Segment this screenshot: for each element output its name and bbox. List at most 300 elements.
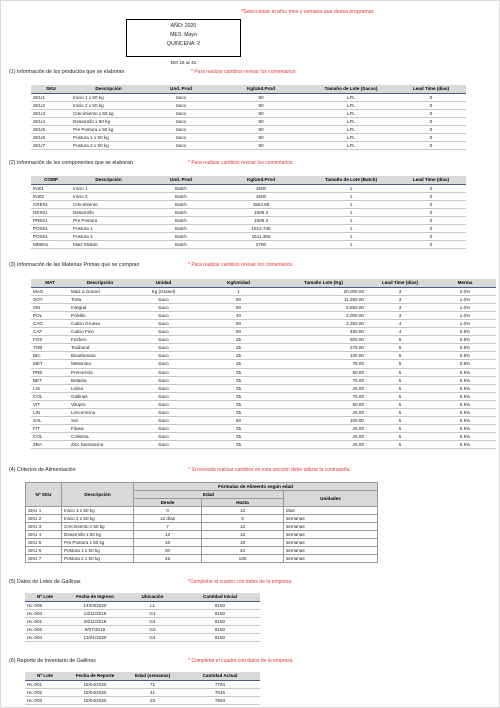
table-cell[interactable]: 20 — [134, 547, 202, 555]
table-cell[interactable]: Saco — [131, 425, 196, 433]
table-cell[interactable]: 25 — [196, 384, 281, 392]
table-cell[interactable]: Saco — [146, 93, 216, 101]
table-cell[interactable]: 4 — [366, 319, 434, 327]
table-cell[interactable]: 8160 — [180, 617, 260, 625]
table-cell[interactable]: 71 — [125, 680, 180, 688]
table-cell[interactable]: Zinc bacitracina — [69, 441, 131, 449]
table-cell[interactable]: 25 — [196, 368, 281, 376]
table-cell[interactable]: Saco — [131, 303, 196, 311]
table-cell[interactable]: 25 — [196, 425, 281, 433]
table-cell[interactable]: Saco — [131, 392, 196, 400]
table-cell[interactable]: 0 — [396, 224, 466, 232]
table-cell[interactable]: SEI — [31, 303, 69, 311]
table-cell[interactable]: LIS — [31, 384, 69, 392]
table-cell[interactable]: Polvillo — [69, 311, 131, 319]
table-cell[interactable]: 1 — [306, 232, 396, 240]
table-cell[interactable]: Batch — [146, 240, 216, 248]
table-cell[interactable]: 25.00 — [281, 409, 366, 417]
table-cell[interactable]: 8160 — [180, 633, 260, 641]
table-cell[interactable]: 6 — [202, 515, 284, 523]
table-cell[interactable]: Crecimiento — [71, 200, 146, 208]
table-cell[interactable]: 50.00 — [281, 400, 366, 408]
table-cell[interactable]: 12 — [202, 507, 284, 515]
table-cell[interactable]: 0 — [396, 192, 466, 200]
table-cell[interactable]: Inicio 1 — [71, 184, 146, 192]
table-cell[interactable]: 0.5% — [434, 352, 496, 360]
table-cell[interactable]: Saco — [131, 376, 196, 384]
table-cell[interactable]: 12 días — [134, 515, 202, 523]
table-cell[interactable]: 0.5% — [434, 328, 496, 336]
table-cell[interactable]: 100 — [202, 555, 284, 563]
table-cell[interactable]: 275.00 — [281, 344, 366, 352]
table-cell[interactable]: Saco — [131, 295, 196, 303]
table-cell[interactable]: Saco — [131, 400, 196, 408]
table-cell[interactable]: FOS — [31, 336, 69, 344]
table-cell[interactable]: PRE01 — [31, 216, 71, 224]
table-cell[interactable]: 1506.3 — [216, 216, 306, 224]
table-cell[interactable]: semanas — [284, 555, 378, 563]
table-cell[interactable]: 3 — [366, 287, 434, 295]
table-cell[interactable]: 50 — [196, 295, 281, 303]
table-cell[interactable]: 7916 — [180, 688, 260, 696]
table-cell[interactable]: 0 — [396, 216, 466, 224]
table-cell[interactable]: 0.5% — [434, 336, 496, 344]
table-cell[interactable]: 25 — [196, 400, 281, 408]
table-cell[interactable]: HL-004 — [25, 633, 65, 641]
table-cell[interactable]: SAL — [31, 417, 69, 425]
table-cell[interactable]: L1 — [125, 601, 180, 609]
table-cell[interactable]: 50.00 — [281, 368, 366, 376]
table-cell[interactable]: 1512.745 — [216, 224, 306, 232]
table-cell[interactable]: SKU 4 — [26, 531, 62, 539]
table-cell[interactable]: 0.5% — [434, 368, 496, 376]
table-cell[interactable]: 0 — [396, 93, 466, 101]
table-cell[interactable]: 1506.3 — [216, 208, 306, 216]
table-cell[interactable]: Pre Postura x 50 kg — [62, 539, 134, 547]
table-cell[interactable]: 50 — [216, 141, 306, 149]
table-cell[interactable]: Inicio 2 x 50 kg — [62, 515, 134, 523]
table-cell[interactable]: 13 — [134, 531, 202, 539]
table-cell[interactable]: HL-001 — [25, 617, 65, 625]
table-cell[interactable]: Saco — [131, 409, 196, 417]
table-cell[interactable]: COL — [31, 392, 69, 400]
table-cell[interactable]: Colistina — [69, 433, 131, 441]
table-cell[interactable]: 2.0% — [434, 287, 496, 295]
table-cell[interactable]: 0.5% — [434, 360, 496, 368]
table-cell[interactable]: 1.0% — [434, 295, 496, 303]
table-cell[interactable]: 75.00 — [281, 392, 366, 400]
table-cell[interactable]: Saco — [146, 101, 216, 109]
table-cell[interactable]: Crecimiento x 50 kg — [71, 109, 146, 117]
table-cell[interactable]: Betaina — [69, 376, 131, 384]
table-cell[interactable]: 1 — [306, 216, 396, 224]
table-cell[interactable]: 8160 — [180, 625, 260, 633]
table-cell[interactable]: 0 — [396, 208, 466, 216]
table-cell[interactable]: 5 — [366, 441, 434, 449]
table-cell[interactable]: 5 — [366, 376, 434, 384]
table-cell[interactable]: 450.00 — [281, 328, 366, 336]
table-cell[interactable]: 0.5% — [434, 400, 496, 408]
table-cell[interactable]: 1511.385 — [216, 232, 306, 240]
table-cell[interactable]: 5 — [366, 417, 434, 425]
table-cell[interactable]: SKU 5 — [26, 539, 62, 547]
table-cell[interactable]: CRE01 — [31, 200, 71, 208]
table-cell[interactable]: Toxibond — [69, 344, 131, 352]
table-cell[interactable]: Fosforo — [69, 336, 131, 344]
table-cell[interactable]: Inicio 1 x 50 kg — [62, 507, 134, 515]
table-cell[interactable]: 3 — [366, 311, 434, 319]
table-cell[interactable]: 7784 — [180, 680, 260, 688]
table-cell[interactable]: Desarrollo x 50 kg — [62, 531, 134, 539]
table-cell[interactable]: VIT — [31, 400, 69, 408]
table-cell[interactable]: BET — [31, 376, 69, 384]
table-cell[interactable]: DES01 — [31, 208, 71, 216]
table-cell[interactable]: LFL — [306, 101, 396, 109]
table-cell[interactable]: 1 — [306, 224, 396, 232]
table-cell[interactable]: FIT — [31, 425, 69, 433]
table-cell[interactable]: 5 — [366, 368, 434, 376]
table-cell[interactable]: HL-001 — [25, 680, 65, 688]
table-cell[interactable]: SKU6 — [31, 133, 71, 141]
table-cell[interactable]: SKU5 — [31, 125, 71, 133]
table-cell[interactable]: POS01 — [31, 224, 71, 232]
table-cell[interactable]: LFL — [306, 141, 396, 149]
fortnight-label[interactable]: QUINCENA: 2 — [166, 41, 201, 47]
table-cell[interactable]: 40 — [196, 311, 281, 319]
table-cell[interactable]: Vitupro — [69, 400, 131, 408]
table-cell[interactable]: 25 — [196, 376, 281, 384]
table-cell[interactable]: 25.00 — [281, 441, 366, 449]
table-cell[interactable]: 5 — [366, 409, 434, 417]
table-cell[interactable]: 13/11/2019 — [65, 609, 125, 617]
table-cell[interactable]: POS01 — [31, 232, 71, 240]
table-cell[interactable]: Inicio 1 x 50 kg — [71, 93, 146, 101]
table-cell[interactable]: 0 — [396, 117, 466, 125]
table-cell[interactable]: 0.5% — [434, 441, 496, 449]
table-cell[interactable]: 0 — [396, 133, 466, 141]
table-cell[interactable]: 1 — [196, 287, 281, 295]
table-cell[interactable]: LFL — [306, 93, 396, 101]
table-cell[interactable]: 25 — [196, 336, 281, 344]
table-cell[interactable]: Saco — [131, 336, 196, 344]
table-cell[interactable]: Bicarbonato — [69, 352, 131, 360]
table-cell[interactable]: 1 — [306, 208, 396, 216]
table-cell[interactable]: 25 — [196, 409, 281, 417]
table-cell[interactable]: 5/07/2019 — [65, 625, 125, 633]
table-cell[interactable]: Batch — [146, 216, 216, 224]
table-cell[interactable]: CAF — [31, 328, 69, 336]
table-cell[interactable]: Postura 1 x 50 kg — [62, 547, 134, 555]
table-cell[interactable]: Maiz Molido — [71, 240, 146, 248]
table-cell[interactable]: 50 — [216, 101, 306, 109]
table-cell[interactable]: semanas — [284, 531, 378, 539]
table-cell[interactable]: 45 — [134, 555, 202, 563]
table-cell[interactable]: 50 — [196, 303, 281, 311]
table-cell[interactable]: 2780 — [216, 240, 306, 248]
table-cell[interactable]: 25.00 — [281, 384, 366, 392]
table-cell[interactable]: SKU 2 — [26, 515, 62, 523]
table-cell[interactable]: HL-002 — [25, 688, 65, 696]
table-cell[interactable]: Calcio Fino — [69, 328, 131, 336]
table-cell[interactable]: 600.00 — [281, 336, 366, 344]
table-cell[interactable]: 5 — [366, 344, 434, 352]
table-cell[interactable]: SKU 7 — [26, 555, 62, 563]
table-cell[interactable]: LFL — [306, 133, 396, 141]
table-cell[interactable]: 5 — [366, 433, 434, 441]
table-cell[interactable]: 75.00 — [281, 360, 366, 368]
table-cell[interactable]: 16 — [134, 539, 202, 547]
table-cell[interactable]: 20,000.00 — [281, 287, 366, 295]
table-cell[interactable]: G4 — [125, 633, 180, 641]
table-cell[interactable]: 4,350.00 — [281, 319, 366, 327]
table-cell[interactable]: PRE — [31, 368, 69, 376]
table-cell[interactable]: Crecimiento x 50 kg — [62, 523, 134, 531]
table-cell[interactable]: MAG — [31, 287, 69, 295]
table-cell[interactable]: 28/11/2018 — [65, 617, 125, 625]
table-cell[interactable]: 5 — [366, 336, 434, 344]
table-cell[interactable]: MET — [31, 360, 69, 368]
table-cell[interactable]: Saco — [146, 141, 216, 149]
table-cell[interactable]: 8160 — [180, 609, 260, 617]
table-cell[interactable]: Batch — [146, 184, 216, 192]
table-cell[interactable]: 11,050.00 — [281, 295, 366, 303]
table-cell[interactable]: 25.00 — [281, 433, 366, 441]
year-label[interactable]: AÑO: 2020 — [170, 23, 197, 29]
table-cell[interactable]: semanas — [284, 539, 378, 547]
table-cell[interactable]: 0.5% — [434, 392, 496, 400]
table-cell[interactable]: 0 — [396, 184, 466, 192]
table-cell[interactable]: 3 — [366, 295, 434, 303]
table-cell[interactable]: 23 — [125, 696, 180, 704]
table-cell[interactable]: SKU2 — [31, 101, 71, 109]
table-cell[interactable]: Saco — [131, 328, 196, 336]
table-cell[interactable]: ZBA — [31, 441, 69, 449]
table-cell[interactable]: 19 — [202, 539, 284, 547]
table-cell[interactable]: Saco — [146, 117, 216, 125]
table-cell[interactable]: 15/04/2020 — [65, 688, 125, 696]
period-selector-box[interactable] — [126, 19, 241, 57]
table-cell[interactable]: 15/04/2020 — [65, 696, 125, 704]
table-cell[interactable]: 15/04/2020 — [65, 680, 125, 688]
table-cell[interactable]: 1 — [306, 240, 396, 248]
table-cell[interactable]: Inicio 2 — [71, 192, 146, 200]
table-cell[interactable]: 1 — [306, 192, 396, 200]
table-cell[interactable]: 0 — [396, 141, 466, 149]
table-cell[interactable]: 1.0% — [434, 303, 496, 311]
table-cell[interactable]: 0.5% — [434, 417, 496, 425]
table-cell[interactable]: Integral — [69, 303, 131, 311]
table-cell[interactable]: Inicio 2 x 50 kg — [71, 101, 146, 109]
table-cell[interactable]: SKU4 — [31, 117, 71, 125]
table-cell[interactable]: HL-002 — [25, 625, 65, 633]
table-cell[interactable]: 5 — [366, 360, 434, 368]
table-cell[interactable]: Premezcla — [69, 368, 131, 376]
table-cell[interactable]: Saco — [131, 352, 196, 360]
table-cell[interactable]: Kg (Granel) — [131, 287, 196, 295]
table-cell[interactable]: 0.5% — [434, 376, 496, 384]
table-cell[interactable]: LFL — [306, 109, 396, 117]
table-cell[interactable]: 0.5% — [434, 384, 496, 392]
table-cell[interactable]: Desarrollo x 50 kg — [71, 117, 146, 125]
table-cell[interactable]: 50 — [216, 125, 306, 133]
table-cell[interactable]: 0 — [396, 200, 466, 208]
table-cell[interactable]: 0 — [134, 507, 202, 515]
table-cell[interactable]: 4 — [366, 328, 434, 336]
table-cell[interactable]: 1 — [306, 184, 396, 192]
table-cell[interactable]: Postura 1 — [71, 224, 146, 232]
table-cell[interactable]: 100.00 — [281, 417, 366, 425]
table-cell[interactable]: 25 — [196, 392, 281, 400]
table-cell[interactable]: 25.00 — [281, 425, 366, 433]
table-cell[interactable]: 5 — [366, 400, 434, 408]
table-cell[interactable]: Saco — [146, 133, 216, 141]
table-cell[interactable]: 8160 — [180, 601, 260, 609]
table-cell[interactable]: 1500 — [216, 184, 306, 192]
table-cell[interactable]: 0 — [396, 109, 466, 117]
table-cell[interactable]: 50 — [196, 417, 281, 425]
table-cell[interactable]: G1 — [125, 609, 180, 617]
table-cell[interactable]: 13/01/2020 — [65, 633, 125, 641]
table-cell[interactable]: HL-005 — [25, 601, 65, 609]
table-cell[interactable]: Fitasa — [69, 425, 131, 433]
table-cell[interactable]: 0.5% — [434, 433, 496, 441]
table-cell[interactable]: 25 — [196, 441, 281, 449]
table-cell[interactable]: 100.00 — [281, 352, 366, 360]
table-cell[interactable]: SKU 6 — [26, 547, 62, 555]
table-cell[interactable]: SKU7 — [31, 141, 71, 149]
table-cell[interactable]: Postura 1 x 50 kg — [71, 133, 146, 141]
table-cell[interactable]: Batch — [146, 232, 216, 240]
table-cell[interactable]: días — [284, 507, 378, 515]
table-cell[interactable]: 1.0% — [434, 311, 496, 319]
table-cell[interactable]: Postura 2 — [71, 232, 146, 240]
table-cell[interactable]: BIC — [31, 352, 69, 360]
table-cell[interactable]: Batch — [146, 224, 216, 232]
table-cell[interactable]: 25 — [196, 360, 281, 368]
table-cell[interactable]: SKU1 — [31, 93, 71, 101]
table-cell[interactable]: 50 — [196, 319, 281, 327]
table-cell[interactable]: G4 — [125, 617, 180, 625]
table-cell[interactable]: semanas — [284, 547, 378, 555]
table-cell[interactable]: SKU 3 — [26, 523, 62, 531]
table-cell[interactable]: LFL — [306, 117, 396, 125]
table-cell[interactable]: Sal — [69, 417, 131, 425]
table-cell[interactable]: 0.5% — [434, 409, 496, 417]
table-cell[interactable]: Torta — [69, 295, 131, 303]
table-cell[interactable]: Saco — [146, 125, 216, 133]
table-cell[interactable]: Saco — [131, 319, 196, 327]
table-cell[interactable]: Calcio Grueso — [69, 319, 131, 327]
table-cell[interactable]: 25 — [196, 433, 281, 441]
table-cell[interactable]: 0 — [396, 232, 466, 240]
table-cell[interactable]: Gallinas — [69, 392, 131, 400]
table-cell[interactable]: 1.0% — [434, 319, 496, 327]
table-cell[interactable]: 50 — [216, 109, 306, 117]
table-cell[interactable]: COL — [31, 433, 69, 441]
table-cell[interactable]: 25 — [196, 352, 281, 360]
table-cell[interactable]: 75.00 — [281, 376, 366, 384]
table-cell[interactable]: 50 — [216, 93, 306, 101]
table-cell[interactable]: Batch — [146, 192, 216, 200]
table-cell[interactable]: 44 — [202, 547, 284, 555]
table-cell[interactable]: 5 — [366, 352, 434, 360]
table-cell[interactable]: HL-003 — [25, 609, 65, 617]
table-cell[interactable]: 41 — [125, 688, 180, 696]
table-cell[interactable]: Pre Postura x 50 kg — [71, 125, 146, 133]
table-cell[interactable]: Metionina — [69, 360, 131, 368]
table-cell[interactable]: Saco — [131, 360, 196, 368]
table-cell[interactable]: INI01 — [31, 184, 71, 192]
table-cell[interactable]: SKU3 — [31, 109, 71, 117]
table-cell[interactable]: Lisina — [69, 384, 131, 392]
table-cell[interactable]: Saco — [131, 368, 196, 376]
table-cell[interactable]: 0 — [396, 240, 466, 248]
table-cell[interactable]: Saco — [146, 109, 216, 117]
table-cell[interactable]: 15 — [202, 531, 284, 539]
table-cell[interactable]: Saco — [131, 433, 196, 441]
table-cell[interactable]: Maiz a Granel — [69, 287, 131, 295]
table-cell[interactable]: LIN — [31, 409, 69, 417]
table-cell[interactable]: Postura 2 x 50 kg — [62, 555, 134, 563]
table-cell[interactable]: Pre Postura — [71, 216, 146, 224]
table-cell[interactable]: Postura 2 x 50 kg — [71, 141, 146, 149]
table-cell[interactable]: 4,000.00 — [281, 311, 366, 319]
table-cell[interactable]: semanas — [284, 515, 378, 523]
table-cell[interactable]: 5 — [366, 425, 434, 433]
table-cell[interactable]: 5 — [366, 392, 434, 400]
table-cell[interactable]: Saco — [131, 441, 196, 449]
table-cell[interactable]: LFL — [306, 125, 396, 133]
table-cell[interactable]: Saco — [131, 311, 196, 319]
table-cell[interactable]: 3 — [366, 303, 434, 311]
table-cell[interactable]: SKU 1 — [26, 507, 62, 515]
table-cell[interactable]: MM001 — [31, 240, 71, 248]
table-cell[interactable]: Lincomicina — [69, 409, 131, 417]
table-cell[interactable]: TOB — [31, 344, 69, 352]
table-cell[interactable]: 50 — [196, 328, 281, 336]
table-cell[interactable]: 50 — [216, 117, 306, 125]
month-label[interactable]: MES: Mayo — [170, 32, 197, 38]
table-cell[interactable]: INI02 — [31, 192, 71, 200]
table-cell[interactable]: Saco — [131, 384, 196, 392]
table-cell[interactable]: 1504.95 — [216, 200, 306, 208]
table-cell[interactable]: HL-003 — [25, 696, 65, 704]
table-cell[interactable]: 0 — [396, 125, 466, 133]
table-cell[interactable]: CAG — [31, 319, 69, 327]
table-cell[interactable]: 6,550.00 — [281, 303, 366, 311]
table-cell[interactable]: 7 — [134, 523, 202, 531]
table-cell[interactable]: Saco — [131, 417, 196, 425]
table-cell[interactable]: G3 — [125, 625, 180, 633]
table-cell[interactable]: 1500 — [216, 192, 306, 200]
table-cell[interactable]: 1 — [306, 200, 396, 208]
table-cell[interactable]: 7993 — [180, 696, 260, 704]
table-cell[interactable]: Batch — [146, 200, 216, 208]
table-cell[interactable]: 12 — [202, 523, 284, 531]
table-cell[interactable]: 5 — [366, 384, 434, 392]
table-cell[interactable]: Batch — [146, 208, 216, 216]
table-cell[interactable]: 50 — [216, 133, 306, 141]
table-cell[interactable]: 0.5% — [434, 425, 496, 433]
table-cell[interactable]: Desarrollo — [71, 208, 146, 216]
table-cell[interactable]: POL — [31, 311, 69, 319]
table-cell[interactable]: Saco — [131, 344, 196, 352]
table-cell[interactable]: 14/03/2020 — [65, 601, 125, 609]
table-cell[interactable]: SOY — [31, 295, 69, 303]
table-cell[interactable]: 0 — [396, 101, 466, 109]
table-cell[interactable]: 0.5% — [434, 344, 496, 352]
table-cell[interactable]: semanas — [284, 523, 378, 531]
